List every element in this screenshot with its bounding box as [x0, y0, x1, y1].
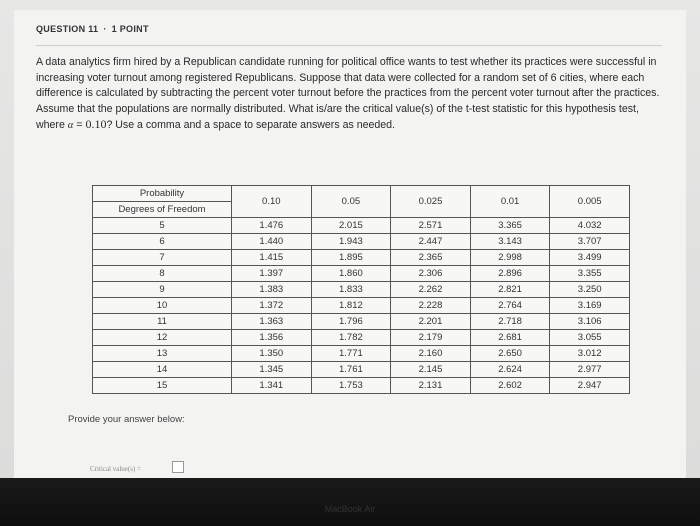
answer-prompt: Provide your answer below:	[68, 414, 185, 425]
probability-label: Probability	[93, 186, 232, 202]
t-value-cell: 1.350	[232, 346, 312, 362]
table-row	[93, 218, 630, 234]
table-header-row	[93, 186, 630, 202]
t-value-cell: 2.262	[391, 282, 471, 298]
t-value-cell: 2.602	[470, 378, 550, 394]
alpha-symbol: α	[67, 120, 74, 132]
t-value-cell: 2.131	[391, 378, 471, 394]
table-row	[93, 362, 630, 378]
t-value-cell: 2.160	[391, 346, 471, 362]
t-value-cell: 3.169	[550, 298, 630, 314]
t-value-cell: 2.179	[391, 330, 471, 346]
t-value-cell: 3.012	[550, 346, 630, 362]
table-row	[93, 346, 630, 362]
probability-header: 0.10	[232, 186, 312, 218]
critical-value-label: Critical value(s) =	[90, 465, 141, 473]
question-end: ? Use a comma and a space to separate answers as needed.	[106, 119, 395, 132]
t-value-cell: 2.896	[470, 266, 550, 282]
t-value-cell: 2.624	[470, 362, 550, 378]
df-cell: 15	[93, 378, 232, 394]
t-value-cell: 2.821	[470, 282, 550, 298]
device-label: MacBook Air	[324, 504, 376, 514]
probability-header: 0.025	[391, 186, 471, 218]
t-value-cell: 1.341	[232, 378, 312, 394]
question-header	[36, 24, 149, 34]
t-value-cell: 1.812	[311, 298, 391, 314]
t-value-cell: 1.440	[232, 234, 312, 250]
t-value-cell: 2.718	[470, 314, 550, 330]
laptop-bezel	[0, 478, 700, 526]
t-value-cell: 1.833	[311, 282, 391, 298]
df-cell: 6	[93, 234, 232, 250]
t-value-cell: 2.201	[391, 314, 471, 330]
table-row	[93, 250, 630, 266]
t-value-cell: 2.681	[470, 330, 550, 346]
t-value-cell: 3.499	[550, 250, 630, 266]
t-value-cell: 2.365	[391, 250, 471, 266]
question-page	[14, 10, 686, 478]
t-distribution-table	[92, 185, 630, 394]
probability-header: 0.005	[550, 186, 630, 218]
t-value-cell: 4.032	[550, 218, 630, 234]
question-number: QUESTION 11	[36, 24, 99, 34]
t-value-cell: 1.761	[311, 362, 391, 378]
t-value-cell: 2.228	[391, 298, 471, 314]
t-value-cell: 1.796	[311, 314, 391, 330]
df-cell: 10	[93, 298, 232, 314]
table-row	[93, 314, 630, 330]
alpha-equals: =	[73, 119, 86, 132]
t-value-cell: 2.977	[550, 362, 630, 378]
t-value-cell: 2.015	[311, 218, 391, 234]
critical-value-input[interactable]	[172, 461, 184, 473]
t-value-cell: 1.895	[311, 250, 391, 266]
t-value-cell: 3.365	[470, 218, 550, 234]
table-row	[93, 378, 630, 394]
t-value-cell: 1.943	[311, 234, 391, 250]
t-value-cell: 1.397	[232, 266, 312, 282]
table-row	[93, 266, 630, 282]
df-cell: 11	[93, 314, 232, 330]
t-value-cell: 3.355	[550, 266, 630, 282]
t-value-cell: 1.363	[232, 314, 312, 330]
header-separator: ·	[103, 24, 107, 34]
t-value-cell: 1.372	[232, 298, 312, 314]
table-row	[93, 282, 630, 298]
df-cell: 13	[93, 346, 232, 362]
df-cell: 12	[93, 330, 232, 346]
df-cell: 5	[93, 218, 232, 234]
alpha-value: 0.10	[85, 117, 107, 132]
t-value-cell: 1.356	[232, 330, 312, 346]
df-cell: 8	[93, 266, 232, 282]
t-value-cell: 3.707	[550, 234, 630, 250]
t-value-cell: 1.476	[232, 218, 312, 234]
t-value-cell: 2.650	[470, 346, 550, 362]
table-row	[93, 330, 630, 346]
t-value-cell: 3.143	[470, 234, 550, 250]
t-value-cell: 2.447	[391, 234, 471, 250]
probability-header: 0.01	[470, 186, 550, 218]
t-value-cell: 1.415	[232, 250, 312, 266]
df-cell: 14	[93, 362, 232, 378]
t-value-cell: 3.106	[550, 314, 630, 330]
t-value-cell: 2.145	[391, 362, 471, 378]
t-value-cell: 1.771	[311, 346, 391, 362]
question-points: 1 POINT	[111, 24, 149, 34]
header-divider	[36, 45, 662, 46]
t-value-cell: 3.250	[550, 282, 630, 298]
table-row	[93, 298, 630, 314]
t-value-cell: 1.383	[232, 282, 312, 298]
t-value-cell: 2.571	[391, 218, 471, 234]
t-value-cell: 1.753	[311, 378, 391, 394]
t-value-cell: 3.055	[550, 330, 630, 346]
probability-header: 0.05	[311, 186, 391, 218]
degrees-of-freedom-label: Degrees of Freedom	[93, 202, 232, 218]
t-value-cell: 2.947	[550, 378, 630, 394]
t-value-cell: 1.345	[232, 362, 312, 378]
t-value-cell: 2.998	[470, 250, 550, 266]
t-value-cell: 2.306	[391, 266, 471, 282]
question-body: A data analytics firm hired by a Republican candidate running for political office wants to test whether its practices were successful in increasing voter turnout among registered Republicans. Suppose that data were collected for a random set of 6 cities, where each difference is calculated by subtracting the percent voter turnout before the practices from the percent voter turnout after the practices. Assume that the populations are normally distributed. What is/are the critical value(s) of the t-test statistic for this hypothesis test, where	[36, 56, 660, 132]
t-value-cell: 1.782	[311, 330, 391, 346]
table-row	[93, 234, 630, 250]
t-value-cell: 1.860	[311, 266, 391, 282]
df-cell: 7	[93, 250, 232, 266]
df-cell: 9	[93, 282, 232, 298]
t-value-cell: 2.764	[470, 298, 550, 314]
question-text	[36, 55, 664, 134]
